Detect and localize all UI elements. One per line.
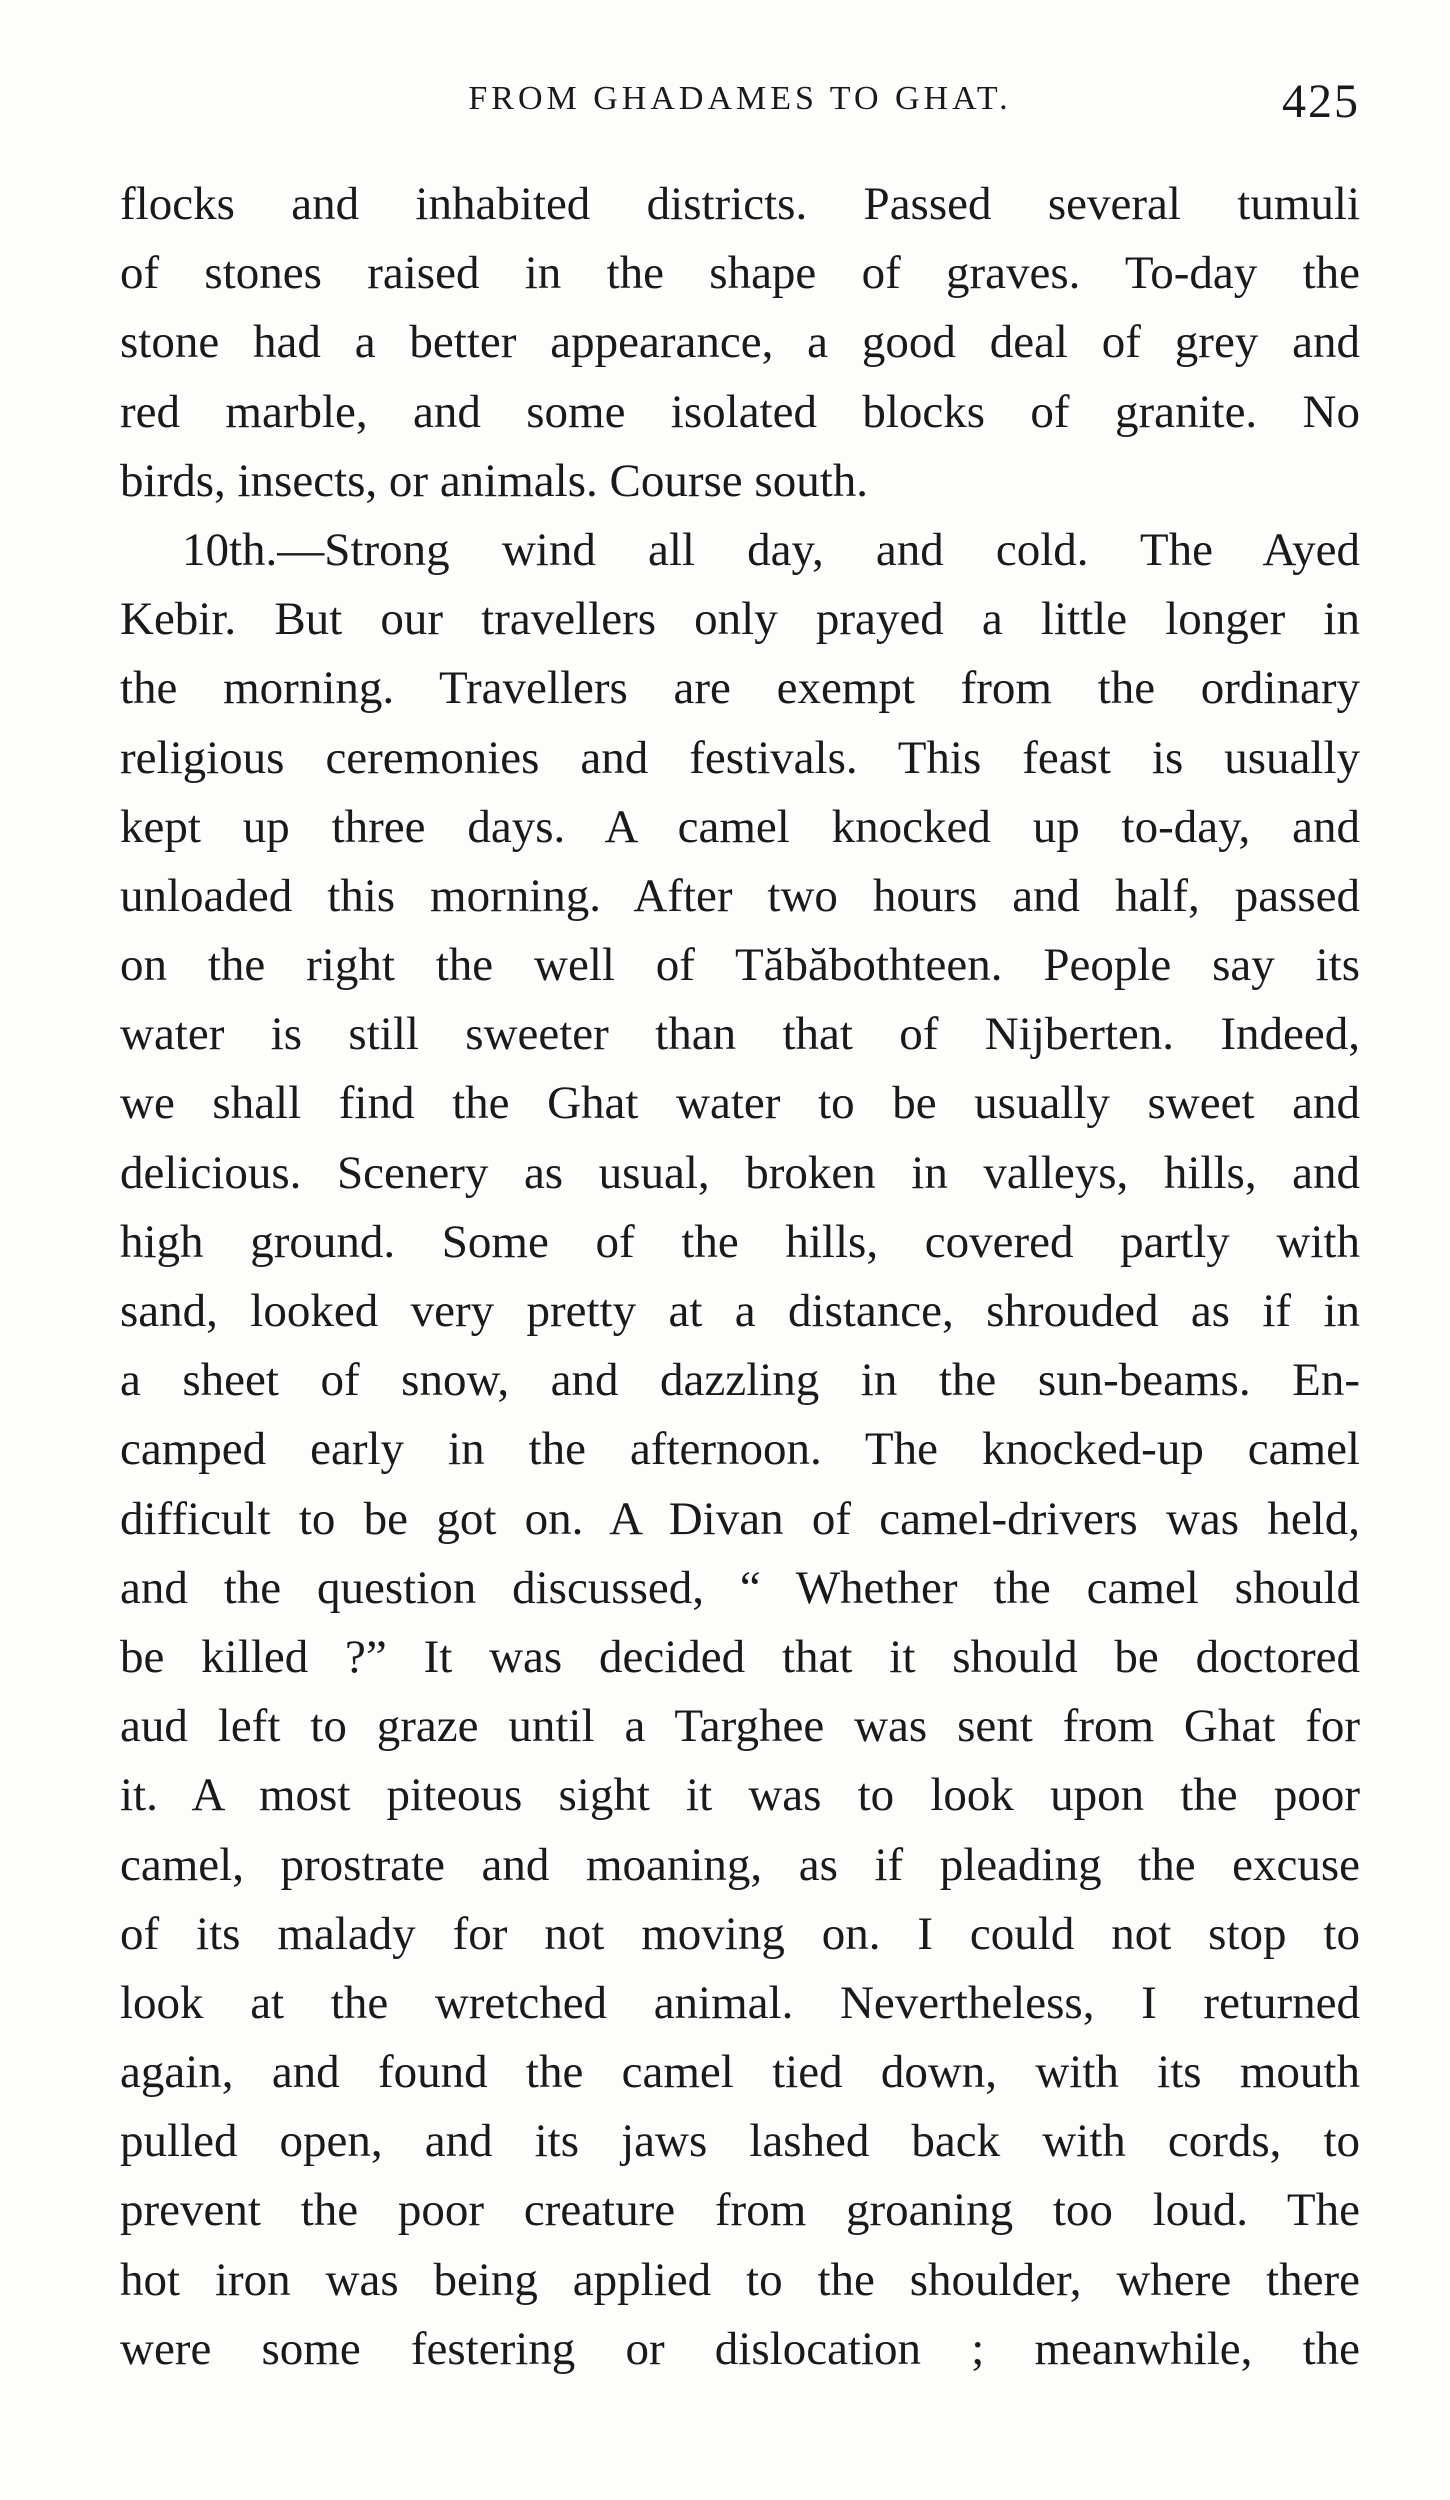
text-line: were some festering or dislocation ; meanwhile, the [120, 2322, 1360, 2375]
paragraph-1 [120, 170, 1360, 516]
text-line: water is still sweeter than that of Nijberten. Indeed, [120, 1008, 1360, 1061]
text-line: of stones raised in the shape of graves. To-day the [120, 247, 1360, 300]
text-line: 10th.—Strong wind all day, and cold. The Ayed [182, 523, 1360, 576]
text-line: we shall find the Ghat water to be usually sweet and [120, 1077, 1360, 1130]
text-line: camped early in the afternoon. The knocked-up camel [120, 1423, 1360, 1476]
text-line: red marble, and some isolated blocks of granite. No [120, 385, 1360, 438]
text-line: it. A most piteous sight it was to look upon the poor [120, 1769, 1360, 1822]
text-line: pulled open, and its jaws lashed back with cords, to [120, 2115, 1360, 2168]
body-text [120, 170, 1360, 2384]
text-line: again, and found the camel tied down, with its mouth [120, 2046, 1360, 2099]
text-line: difficult to be got on. A Divan of camel-drivers was held, [120, 1492, 1360, 1545]
text-line: prevent the poor creature from groaning too loud. The [120, 2184, 1360, 2237]
text-line: look at the wretched animal. Nevertheless, I returned [120, 1976, 1360, 2029]
text-line: and the question discussed, “ Whether the camel should [120, 1561, 1360, 1614]
text-line: be killed ?” It was decided that it should be doctored [120, 1630, 1360, 1683]
text-line: sand, looked very pretty at a distance, shrouded as if in [120, 1285, 1360, 1337]
text-line: birds, insects, or animals. Course south. [120, 454, 869, 507]
text-line: flocks and inhabited districts. Passed several tumuli [120, 178, 1360, 230]
running-title: FROM GHADAMES TO GHAT. [468, 80, 1012, 117]
text-line: the morning. Travellers are exempt from the ordinary [120, 662, 1360, 715]
page-number: 425 [1282, 75, 1360, 128]
text-line: camel, prostrate and moaning, as if pleading the excuse [120, 1838, 1360, 1891]
text-line: delicious. Scenery as usual, broken in valleys, hills, and [120, 1146, 1360, 1199]
text-line: aud left to graze until a Targhee was sent from Ghat for [120, 1700, 1360, 1753]
text-line: on the right the well of Tăbăbothteen. People say its [120, 939, 1360, 992]
text-line: unloaded this morning. After two hours and half, passed [120, 869, 1360, 922]
text-line: a sheet of snow, and dazzling in the sun-beams. En- [120, 1354, 1360, 1407]
text-line: hot iron was being applied to the shoulder, where there [120, 2253, 1360, 2306]
text-line: stone had a better appearance, a good deal of grey and [120, 316, 1360, 369]
running-head [120, 75, 1360, 140]
text-line: religious ceremonies and festivals. This feast is usually [120, 731, 1360, 784]
paragraph-2 [120, 516, 1360, 2384]
text-line: kept up three days. A camel knocked up to-day, and [120, 800, 1360, 853]
text-line: of its malady for not moving on. I could not stop to [120, 1907, 1360, 1960]
text-line: high ground. Some of the hills, covered partly with [120, 1215, 1360, 1268]
text-line: Kebir. But our travellers only prayed a little longer in [120, 593, 1360, 646]
